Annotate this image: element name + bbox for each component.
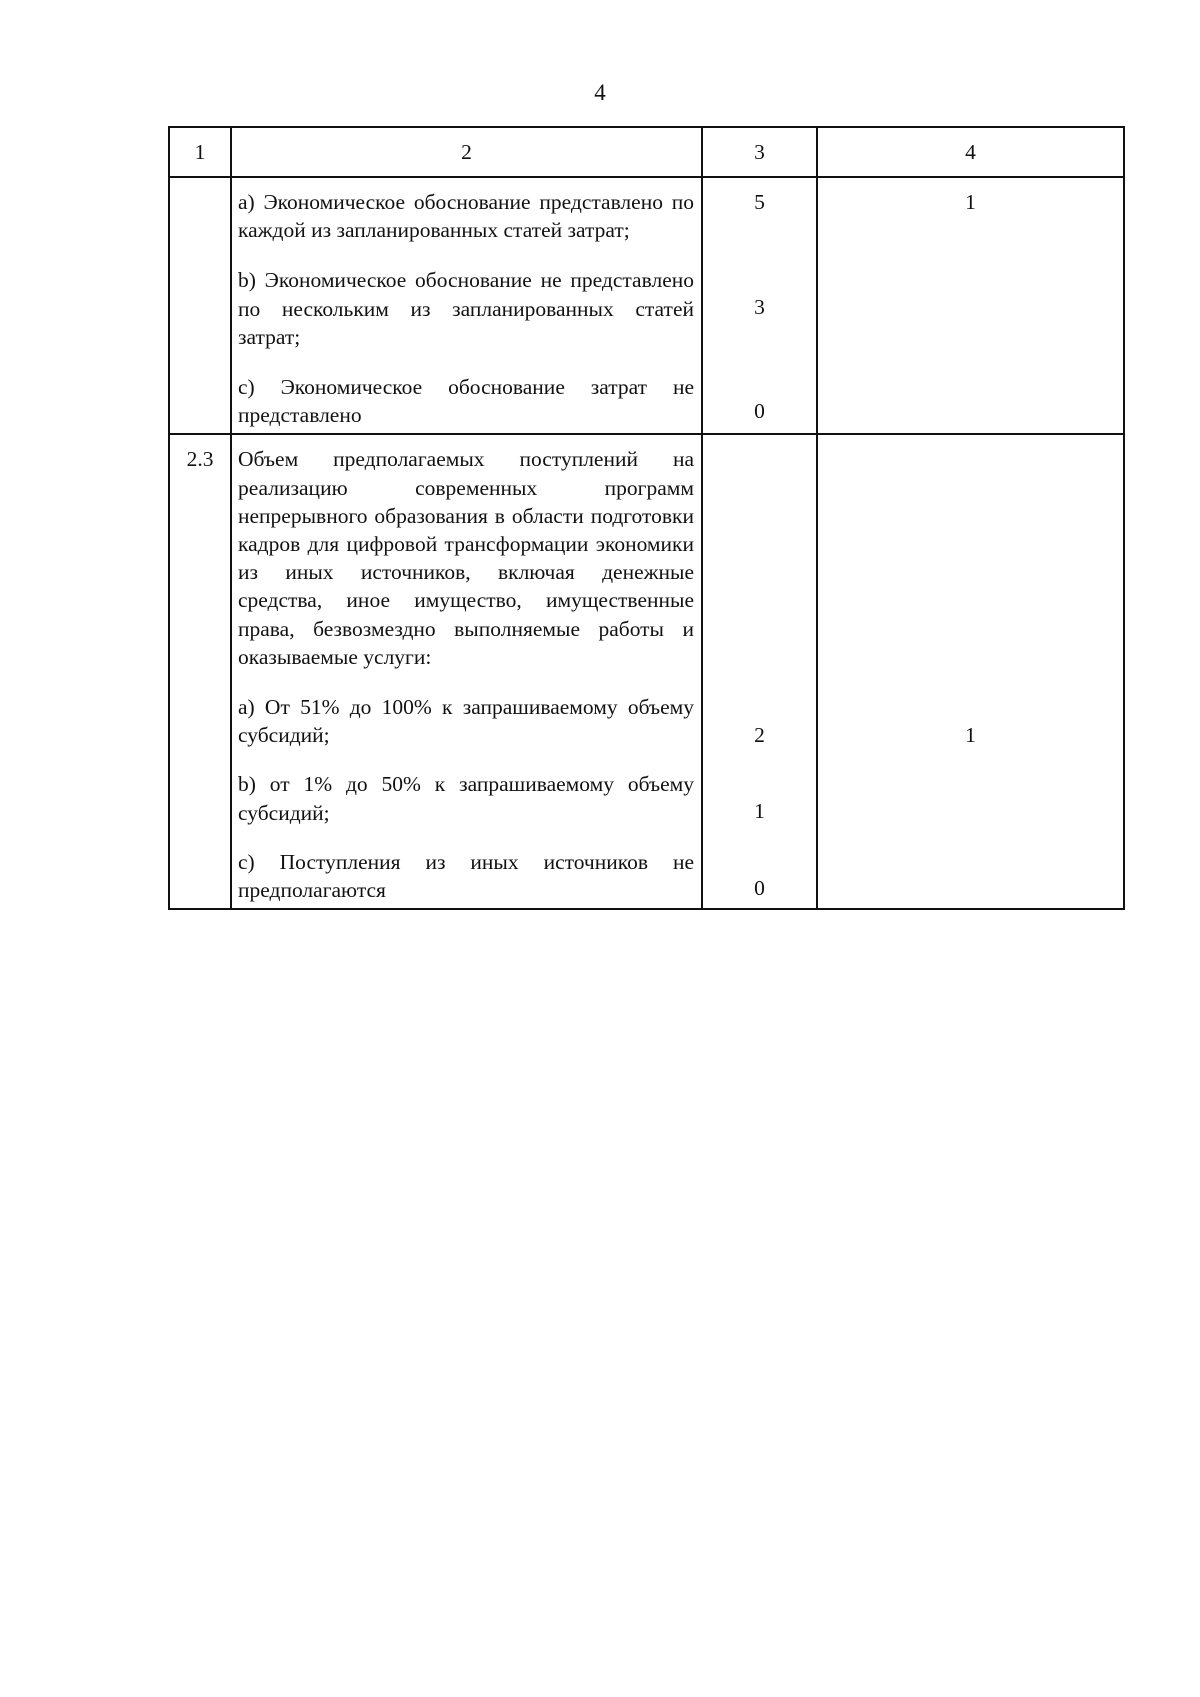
criterion-description (231, 177, 702, 434)
column-header-3: 3 (702, 127, 817, 177)
option-score: 5 (754, 190, 765, 214)
page-number: 4 (594, 80, 606, 105)
criterion-weight: 1 (965, 190, 976, 214)
criteria-table (168, 126, 1125, 910)
column-header-1: 1 (169, 127, 231, 177)
option-text: c) Экономическое обоснование затрат не представлено (238, 375, 694, 428)
row-index (169, 177, 231, 434)
option-text: c) Поступления из иных источников не предполагаются (238, 849, 694, 903)
table-header-row (169, 127, 1124, 177)
option-text: b) Экономическое обоснование не представлено по нескольким из запланированных статей затрат; (238, 268, 694, 349)
criterion-weight: 1 (965, 723, 976, 748)
table-row (169, 177, 1124, 434)
criterion-description (231, 434, 702, 909)
option-score: 0 (754, 399, 765, 424)
criterion-intro: Объем предполагаемых поступлений на реализацию современных программ непрерывного образования в области подготовки кадров для цифровой трансформации экономики из иных источников, включая денежные средства, иное имущество, имущественные права, безвозмездно выполняемые работы и оказываемые услуги: (238, 447, 694, 669)
option-score: 1 (754, 799, 765, 824)
option-text: a) Экономическое обоснование представлено по каждой из запланированных статей затрат; (238, 190, 694, 243)
weight-column (817, 177, 1124, 434)
weight-column (817, 434, 1124, 909)
score-column (702, 434, 817, 909)
option-score: 2 (754, 723, 765, 748)
option-score: 0 (754, 875, 765, 900)
option-text: a) От 51% до 100% к запрашиваемому объему субсидий; (238, 695, 694, 748)
column-header-2: 2 (231, 127, 702, 177)
score-column (702, 177, 817, 434)
option-score: 3 (754, 294, 765, 319)
row-index: 2.3 (169, 434, 231, 909)
option-text: b) от 1% до 50% к запрашиваемому объему субсидий; (238, 772, 694, 825)
table-row (169, 434, 1124, 909)
column-header-4: 4 (817, 127, 1124, 177)
